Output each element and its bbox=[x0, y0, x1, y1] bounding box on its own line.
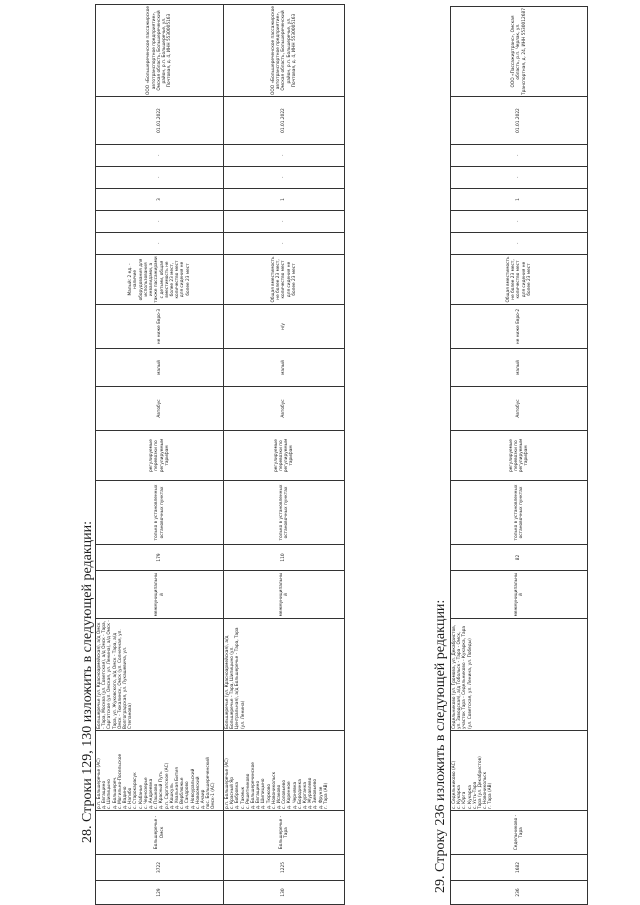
stop: с. Шипицыно bbox=[107, 779, 113, 809]
stop: д. Красный Путь bbox=[159, 771, 165, 809]
row-number: 236 bbox=[451, 881, 588, 905]
vehicle-class: малый bbox=[224, 349, 345, 387]
count-col-2: - bbox=[224, 211, 345, 233]
route-name: Седельниково - Тара bbox=[451, 811, 588, 855]
stop: с. Кукарка bbox=[467, 785, 473, 809]
row-number: 130 bbox=[224, 881, 345, 905]
vehicle-type: Автобус bbox=[224, 387, 345, 431]
vehicle-class: малый bbox=[96, 349, 224, 387]
stop: д. Новоуральский bbox=[190, 768, 196, 809]
stop: г. Тара (АВ) bbox=[488, 782, 494, 809]
stop: с. Бородинка bbox=[297, 779, 303, 809]
stop: с. Новоникольск bbox=[271, 771, 277, 809]
stop: с. Пашково bbox=[154, 783, 160, 809]
start-date: 01.01.2022 bbox=[451, 97, 588, 145]
stop: д. Андреевка bbox=[149, 778, 155, 809]
stop: д. Чернявка bbox=[292, 781, 298, 809]
vehicle-type: Автобус bbox=[96, 387, 224, 431]
route-code: 3722 bbox=[96, 855, 224, 881]
stop: д. Вадино bbox=[123, 786, 129, 809]
stop: д. Бобровка bbox=[235, 781, 241, 809]
stop: с. Новоникольск bbox=[483, 771, 489, 809]
stop: с. Юрга bbox=[462, 791, 468, 809]
carrier: ООО «Пассажиртранс», Омская область, р.п. Черлак, ул. Транспортная, д. 24, ИНН 5530012687 bbox=[451, 7, 588, 97]
stop: д. Зимовьево bbox=[313, 779, 319, 809]
stop: д. Увальная Бития bbox=[175, 767, 181, 809]
start-date: 01.01.2022 bbox=[96, 97, 224, 145]
stop: Тара (ул. Декабристов) bbox=[478, 756, 484, 809]
routes-table-row-236 bbox=[450, 6, 588, 905]
stops-list bbox=[451, 731, 588, 811]
routes-table-rows-129-130 bbox=[95, 4, 345, 905]
stop: с. Новоомский bbox=[195, 776, 201, 809]
route-length: 179 bbox=[96, 545, 224, 571]
stop: д. Фрунзе bbox=[318, 786, 324, 809]
stop: Омск-1 (АС) bbox=[211, 782, 217, 809]
count-col-2: - bbox=[96, 211, 224, 233]
stop: р.п. Большеречье (АС) bbox=[225, 758, 230, 809]
table-row bbox=[224, 5, 345, 905]
stops-list bbox=[96, 731, 224, 811]
boarding-order: только в установленных остановочных пунктах bbox=[96, 481, 224, 545]
eco-class: не ниже Евро-2 bbox=[451, 305, 588, 349]
stop: пос. Большереченский bbox=[206, 757, 212, 809]
stop: р.п. Большеречье (АС) bbox=[97, 758, 102, 809]
stops-list bbox=[224, 731, 345, 811]
capacity: Общая вместимость не более 23 мест, количество мест для сидения не более 23 мест bbox=[224, 255, 345, 305]
stop: д. Шипицыно bbox=[261, 778, 267, 809]
stop: с. Могильно-Посельское bbox=[117, 753, 123, 809]
route-type: межмуниципальный bbox=[96, 571, 224, 619]
stop: с. Старокарасук bbox=[133, 772, 139, 809]
stop: д. Ачаир bbox=[201, 789, 207, 809]
stop: д. Сандрово bbox=[185, 781, 191, 809]
fare-type: регулируемые перевозки по регулируемым тарифам bbox=[451, 431, 588, 481]
start-date: 01.01.2022 bbox=[224, 97, 345, 145]
boarding-order: только в установленных остановочных пунктах bbox=[224, 481, 345, 545]
stop: д. Евгащино bbox=[102, 780, 108, 809]
table-row bbox=[451, 7, 588, 905]
route-name: Большеречье - Омск bbox=[96, 811, 224, 855]
stop: с. Такмык bbox=[240, 786, 246, 809]
route-code: 1682 bbox=[451, 855, 588, 881]
section-heading-29: 29. Строку 236 изложить в следующей редакции: bbox=[433, 599, 448, 893]
count-col-4: - bbox=[224, 167, 345, 189]
streets: Большеречье (ул. Красноармейская), а/д Большеречье - Тара, Шипицыно (ул. Центральная), а/д Большеречье - Тара, Тара (ул. Ленина) bbox=[224, 619, 345, 731]
stop: г. Тара (АВ) bbox=[323, 782, 329, 809]
stop: д. Большереч. bbox=[112, 776, 118, 809]
stop: д. Журавлево bbox=[308, 777, 314, 809]
stop: д. Коренное bbox=[287, 781, 293, 809]
stop: р.п. Саргатское (АС) bbox=[164, 762, 170, 809]
count-col-1: - bbox=[451, 233, 588, 255]
count-col-3: 1 bbox=[451, 189, 588, 211]
capacity: Общая вместимость не более 23 мест, количество мест для сидения не более 23 мест bbox=[451, 255, 588, 305]
stop: с. Седельниково (АС) bbox=[452, 760, 457, 809]
stop: с. Решетниково bbox=[245, 773, 251, 809]
row-number: 129 bbox=[96, 881, 224, 905]
count-col-3: 1 bbox=[224, 189, 345, 211]
stop: д. Тюрково bbox=[266, 783, 272, 809]
count-col-2: - bbox=[451, 211, 588, 233]
route-type: межмуниципальный bbox=[451, 571, 588, 619]
count-col-5: - bbox=[96, 145, 224, 167]
count-col-3: 3 bbox=[96, 189, 224, 211]
stop: д. Евгащино bbox=[256, 780, 262, 809]
stop: с. Соловьево bbox=[282, 780, 288, 809]
capacity: Малый: 2 ед. - наличие оборудования для использования инвалидами, а также пассажирами с детьми, общая вместимость не более 23 мест, количество мест для сидения не более 23 мест bbox=[96, 255, 224, 305]
streets: Седельниково (ул. Громова, ул. Декабристов, ул. Заводская), а/д Тобольск - Тара - Омск, участок Тара - Седельниково - Кукарка, Тара (ул. Советская, ул. Ленина, ул. Победы) bbox=[451, 619, 588, 731]
carrier: ООО «Большереченское пассажирское автотранспортное предприятие», Омская область, Большереченский район, р.п. Большеречье, ул. Почтовая, д. 4, ИНН 5530005163 bbox=[224, 5, 345, 97]
eco-class: не ниже Евро-3 bbox=[96, 305, 224, 349]
count-col-1: - bbox=[96, 233, 224, 255]
count-col-5: - bbox=[224, 145, 345, 167]
boarding-order: только в установленных остановочных пунктах bbox=[451, 481, 588, 545]
stop: с. Чернозерье bbox=[143, 777, 149, 809]
streets: Большеречье (ул. Красноармейская), а/д Омск - Тара, Москва (ул. Советская), а/д Омск - Тара, Саргатское (ул. Омская, ул. Ленина), а/д Омск - Тара, ул. Жуковского, а/д Омск - Тара, а/д Омск - Тюкалинск, Омск (ул. Солнечная, ул. Волгоградская, ул. Лукашевича, ул. Степанова) bbox=[96, 619, 224, 731]
stop: с. Кабанье bbox=[138, 784, 144, 809]
fare-type: регулируемые перевозки по регулируемым тарифам bbox=[224, 431, 345, 481]
stop: с. Усть-Тара bbox=[472, 781, 478, 809]
stop: д. Исаково bbox=[277, 784, 283, 809]
stop: д. Кошкуль bbox=[169, 783, 175, 809]
route-name: Большеречье - Тара bbox=[224, 811, 345, 855]
route-length: 82 bbox=[451, 545, 588, 571]
stop: д. Большеречинское bbox=[251, 762, 257, 809]
route-length: 110 bbox=[224, 545, 345, 571]
stop: с. Верблюжье bbox=[180, 777, 186, 809]
stop: д. Курганка bbox=[303, 782, 309, 809]
carrier: ООО «Большереченское пассажирское автотранспортное предприятие», Омская область, Большереченский район, р.п. Большеречье, ул. Почтовая, д. 4, ИНН 5530005163 bbox=[96, 5, 224, 97]
count-col-5: - bbox=[451, 145, 588, 167]
fare-type: регулируемые перевозки по регулируемым тарифам bbox=[96, 431, 224, 481]
count-col-4: - bbox=[96, 167, 224, 189]
vehicle-type: Автобус bbox=[451, 387, 588, 431]
count-col-1: - bbox=[224, 233, 345, 255]
table-row bbox=[96, 5, 224, 905]
count-col-4: - bbox=[451, 167, 588, 189]
vehicle-class: малый bbox=[451, 349, 588, 387]
eco-class: н/у bbox=[224, 305, 345, 349]
route-code: 1225 bbox=[224, 855, 345, 881]
section-heading-28: 28. Строки 129, 130 изложить в следующей редакции: bbox=[80, 520, 95, 843]
route-type: межмуниципальный bbox=[224, 571, 345, 619]
stop: с. Красный Яр bbox=[230, 777, 236, 809]
stop: с. Нагибо bbox=[128, 787, 134, 809]
stop: с. Кукарка bbox=[457, 785, 463, 809]
